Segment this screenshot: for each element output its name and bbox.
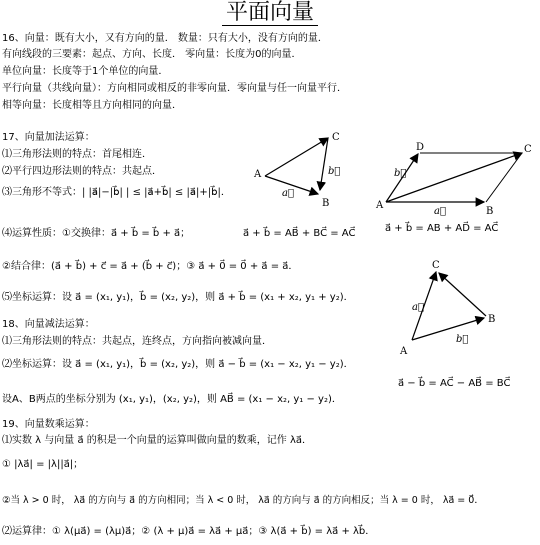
point-a-label: A [254, 169, 262, 180]
vector-b-arrow [412, 318, 484, 340]
s17-line-4-example: a⃗ + b⃗ = AB⃗ + BC⃗ = AC⃗ [243, 228, 356, 239]
s19-line-4: ⑵运算律：① λ(μa⃗) = (λμ)a⃗；② (λ + μ)a⃗ = λa⃗ + μa⃗；③ λ(a⃗ + b⃗) = λa⃗ + λb⃗． [2, 526, 376, 537]
s18-line-3: 设Α、Β两点的坐标分别为 (x₁, y₁)，(x₂, y₂)，则 AB⃗ = (x₁ − x₂, y₁ − y₂)． [2, 394, 342, 405]
vector-a-label: a⃗ [434, 206, 446, 217]
s17-line-4: ⑷运算性质：①交换律：a⃗ + b⃗ = b⃗ + a⃗； [2, 228, 191, 239]
vector-b-label: b⃗ [456, 334, 469, 345]
s19-heading: 19、向量数乘运算： [2, 419, 95, 430]
s16-line-4: 平行向量（共线向量）：方向相同或相反的非零向量．零向量与任一向量平行． [2, 83, 347, 94]
point-a-label: A [400, 346, 408, 357]
vector-a-label: a⃗ [282, 188, 294, 199]
s17-line-1: ⑴三角形法则的特点：首尾相连． [2, 149, 152, 160]
s16-line-5: 相等向量：长度相等且方向相同的向量． [2, 100, 182, 111]
triangle-addition-diagram [248, 126, 358, 210]
s16-line-3: 单位向量：长度等于1个单位的向量． [2, 66, 169, 77]
point-b-label: B [488, 314, 496, 325]
s19-line-2: ① |λa⃗| = |λ||a⃗|； [2, 459, 84, 470]
side-bc [486, 153, 522, 202]
vector-a-label: a⃗ [412, 302, 424, 313]
point-b-label: B [322, 198, 330, 209]
point-c-label: C [524, 144, 532, 155]
s17-line-6: ⑸坐标运算：设 a⃗ = (x₁, y₁)，b⃗ = (x₂, y₂)，则 a⃗ + b⃗ = (x₁ + x₂, y₁ + y₂)． [2, 292, 354, 303]
parallelogram-diagram [372, 136, 538, 218]
s17-line-5: ②结合律：(a⃗ + b⃗) + c⃗ = a⃗ + (b⃗ + c⃗)；③ a⃗ + 0⃗ = 0⃗ + a⃗ = a⃗． [2, 261, 299, 272]
s18-line-2: ⑵坐标运算：设 a⃗ = (x₁, y₁)，b⃗ = (x₂, y₂)，则 a⃗ − b⃗ = (x₁ − x₂, y₁ − y₂)． [2, 359, 354, 370]
s18-heading: 18、向量减法运算： [2, 319, 95, 330]
point-d-label: D [416, 142, 425, 153]
point-a-label: A [376, 200, 384, 211]
vector-b-label: b⃗ [328, 166, 341, 177]
triangle-subtraction-diagram [396, 256, 506, 360]
s17-heading: 17、向量加法运算： [2, 132, 95, 143]
s19-line-3: ②当 λ > 0 时， λa⃗ 的方向与 a⃗ 的方向相同；当 λ < 0 时， λa⃗ 的方向与 a⃗ 的方向相反；当 λ = 0 时， λa⃗ = 0⃗． [2, 495, 484, 506]
page-title [0, 0, 540, 26]
s17-line-3: ⑶三角形不等式：| |a⃗|−|b⃗| | ≤ |a⃗+b⃗| ≤ |a⃗|+|b⃗|． [2, 187, 231, 198]
point-c-label: C [332, 132, 340, 143]
vector-b-label: b⃗ [394, 168, 407, 179]
s18-sub-formula: a⃗ − b⃗ = AC⃗ − AB⃗ = BC⃗ [398, 378, 511, 389]
vector-bc-arrow [439, 273, 486, 316]
vector-ac-arrow [265, 138, 328, 176]
s19-line-1: ⑴实数 λ 与向量 a⃗ 的积是一个向量的运算叫做向量的数乘，记作 λa⃗． [2, 435, 312, 446]
point-c-label: C [432, 260, 440, 271]
s18-line-1: ⑴三角形法则的特点：共起点，连终点，方向指向被减向量． [2, 336, 272, 347]
s16-line-2: 有向线段的三要素：起点、方向、长度． 零向量：长度为0的向量． [2, 49, 302, 60]
s16-line-1: 16、向量：既有大小，又有方向的量． 数量：只有大小，没有方向的量． [2, 33, 328, 44]
s17-line-2: ⑵平行四边形法则的特点：共起点． [2, 166, 162, 177]
point-b-label: B [486, 206, 494, 217]
vector-b-arrow [320, 138, 328, 190]
s17-para-formula: a⃗ + b⃗ = AB + AD⃗ = AC⃗ [385, 223, 499, 234]
page-title-text: 平面向量 [222, 0, 318, 26]
